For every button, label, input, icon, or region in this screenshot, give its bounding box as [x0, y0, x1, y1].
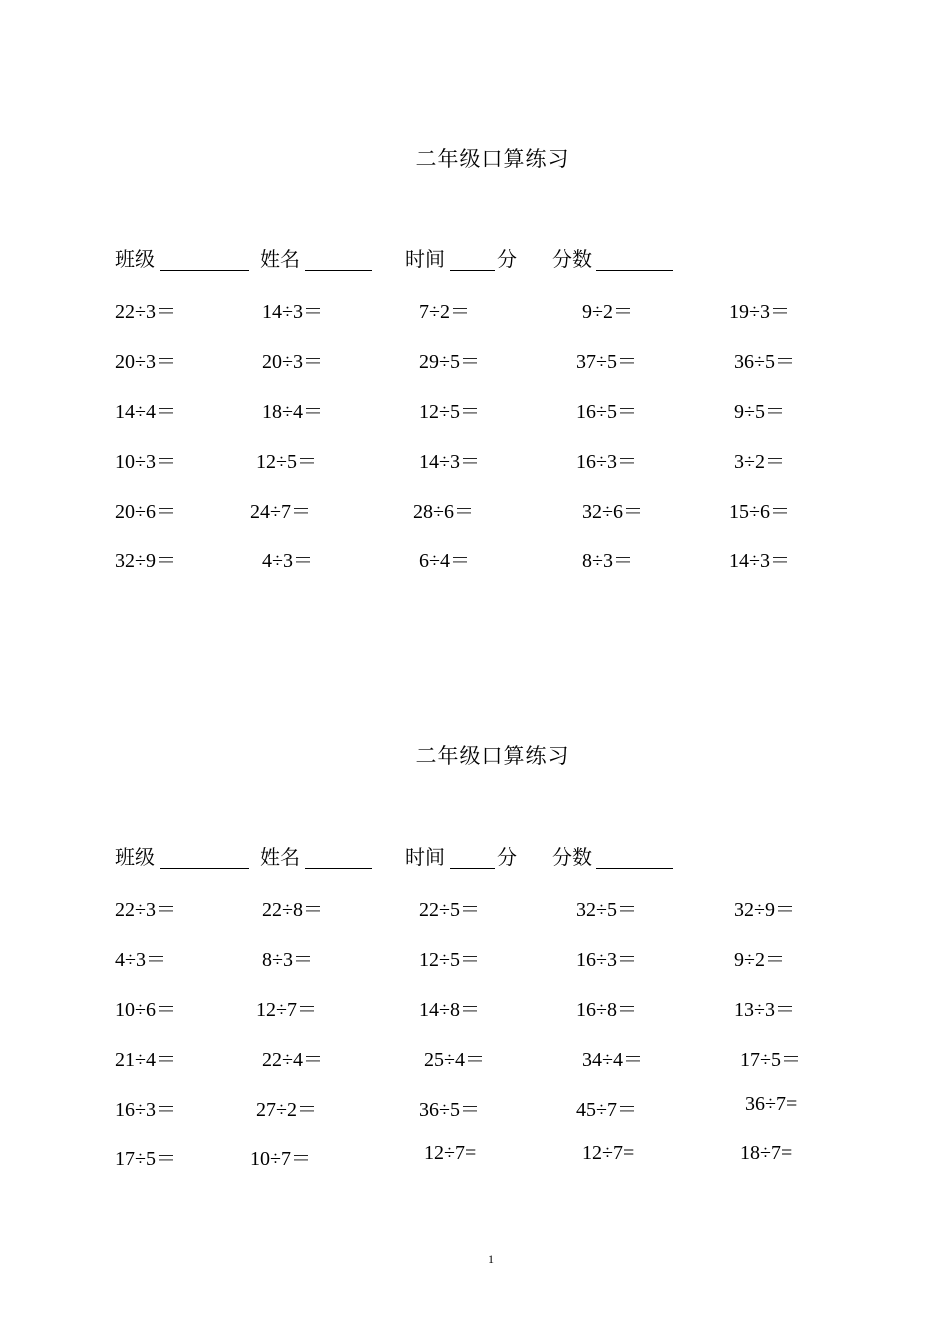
name-blank[interactable]: [305, 270, 372, 271]
problem: 12÷5＝: [256, 451, 317, 473]
problem: 14÷4＝: [115, 401, 176, 423]
class-blank[interactable]: [160, 868, 249, 869]
class-blank[interactable]: [160, 270, 249, 271]
problem: 12÷7=: [582, 1142, 635, 1164]
problem: 8÷3＝: [582, 550, 633, 572]
problem: 12÷7＝: [256, 999, 317, 1021]
problem: 17÷5＝: [115, 1148, 176, 1170]
problem: 32÷5＝: [576, 899, 637, 921]
problem: 3÷2＝: [734, 451, 785, 473]
problem: 37÷5＝: [576, 351, 637, 373]
problem: 17÷5＝: [740, 1049, 801, 1071]
time-unit: 分: [497, 247, 517, 271]
problem: 20÷3＝: [115, 351, 176, 373]
problem: 45÷7＝: [576, 1099, 637, 1121]
problem: 20÷3＝: [262, 351, 323, 373]
problem: 10÷3＝: [115, 451, 176, 473]
problem: 22÷3＝: [115, 301, 176, 323]
score-blank[interactable]: [596, 868, 673, 869]
problem: 22÷5＝: [419, 899, 480, 921]
problem: 16÷8＝: [576, 999, 637, 1021]
problem: 14÷3＝: [729, 550, 790, 572]
time-blank[interactable]: [450, 270, 495, 271]
problem: 4÷3＝: [262, 550, 313, 572]
problem: 16÷3＝: [576, 949, 637, 971]
problem: 18÷4＝: [262, 401, 323, 423]
problem: 22÷4＝: [262, 1049, 323, 1071]
problem: 4÷3＝: [115, 949, 166, 971]
problem: 16÷3＝: [115, 1099, 176, 1121]
worksheet-title: 二年级口算练习: [415, 744, 570, 768]
problem: 19÷3＝: [729, 301, 790, 323]
problem: 28÷6＝: [413, 501, 474, 523]
problem: 18÷7=: [740, 1142, 793, 1164]
name-label: 姓名: [260, 845, 300, 869]
class-label: 班级: [115, 845, 155, 869]
problem: 7÷2＝: [419, 301, 470, 323]
problem: 14÷3＝: [262, 301, 323, 323]
problem: 16÷5＝: [576, 401, 637, 423]
problem: 21÷4＝: [115, 1049, 176, 1071]
problem: 34÷4＝: [582, 1049, 643, 1071]
problem: 27÷2＝: [256, 1099, 317, 1121]
score-label: 分数: [552, 845, 592, 869]
problem: 9÷2＝: [734, 949, 785, 971]
problem: 32÷9＝: [115, 550, 176, 572]
problem: 12÷7=: [424, 1142, 477, 1164]
problem: 12÷5＝: [419, 401, 480, 423]
problem: 36÷5＝: [734, 351, 795, 373]
problem: 32÷6＝: [582, 501, 643, 523]
problem: 22÷8＝: [262, 899, 323, 921]
problem: 9÷5＝: [734, 401, 785, 423]
problem: 22÷3＝: [115, 899, 176, 921]
name-blank[interactable]: [305, 868, 372, 869]
time-label: 时间: [405, 845, 445, 869]
problem: 8÷3＝: [262, 949, 313, 971]
problem: 14÷3＝: [419, 451, 480, 473]
problem: 10÷6＝: [115, 999, 176, 1021]
problem: 13÷3＝: [734, 999, 795, 1021]
time-blank[interactable]: [450, 868, 495, 869]
problem: 20÷6＝: [115, 501, 176, 523]
problem: 36÷7=: [745, 1093, 798, 1115]
time-label: 时间: [405, 247, 445, 271]
problem: 6÷4＝: [419, 550, 470, 572]
problem: 25÷4＝: [424, 1049, 485, 1071]
problem: 9÷2＝: [582, 301, 633, 323]
problem: 14÷8＝: [419, 999, 480, 1021]
problem: 24÷7＝: [250, 501, 311, 523]
problem: 16÷3＝: [576, 451, 637, 473]
score-blank[interactable]: [596, 270, 673, 271]
worksheet-title: 二年级口算练习: [415, 147, 570, 171]
problem: 15÷6＝: [729, 501, 790, 523]
class-label: 班级: [115, 247, 155, 271]
problem: 32÷9＝: [734, 899, 795, 921]
problem: 12÷5＝: [419, 949, 480, 971]
page-number: 1: [488, 1252, 494, 1266]
problem: 10÷7＝: [250, 1148, 311, 1170]
name-label: 姓名: [260, 247, 300, 271]
problem: 36÷5＝: [419, 1099, 480, 1121]
score-label: 分数: [552, 247, 592, 271]
problem: 29÷5＝: [419, 351, 480, 373]
time-unit: 分: [497, 845, 517, 869]
